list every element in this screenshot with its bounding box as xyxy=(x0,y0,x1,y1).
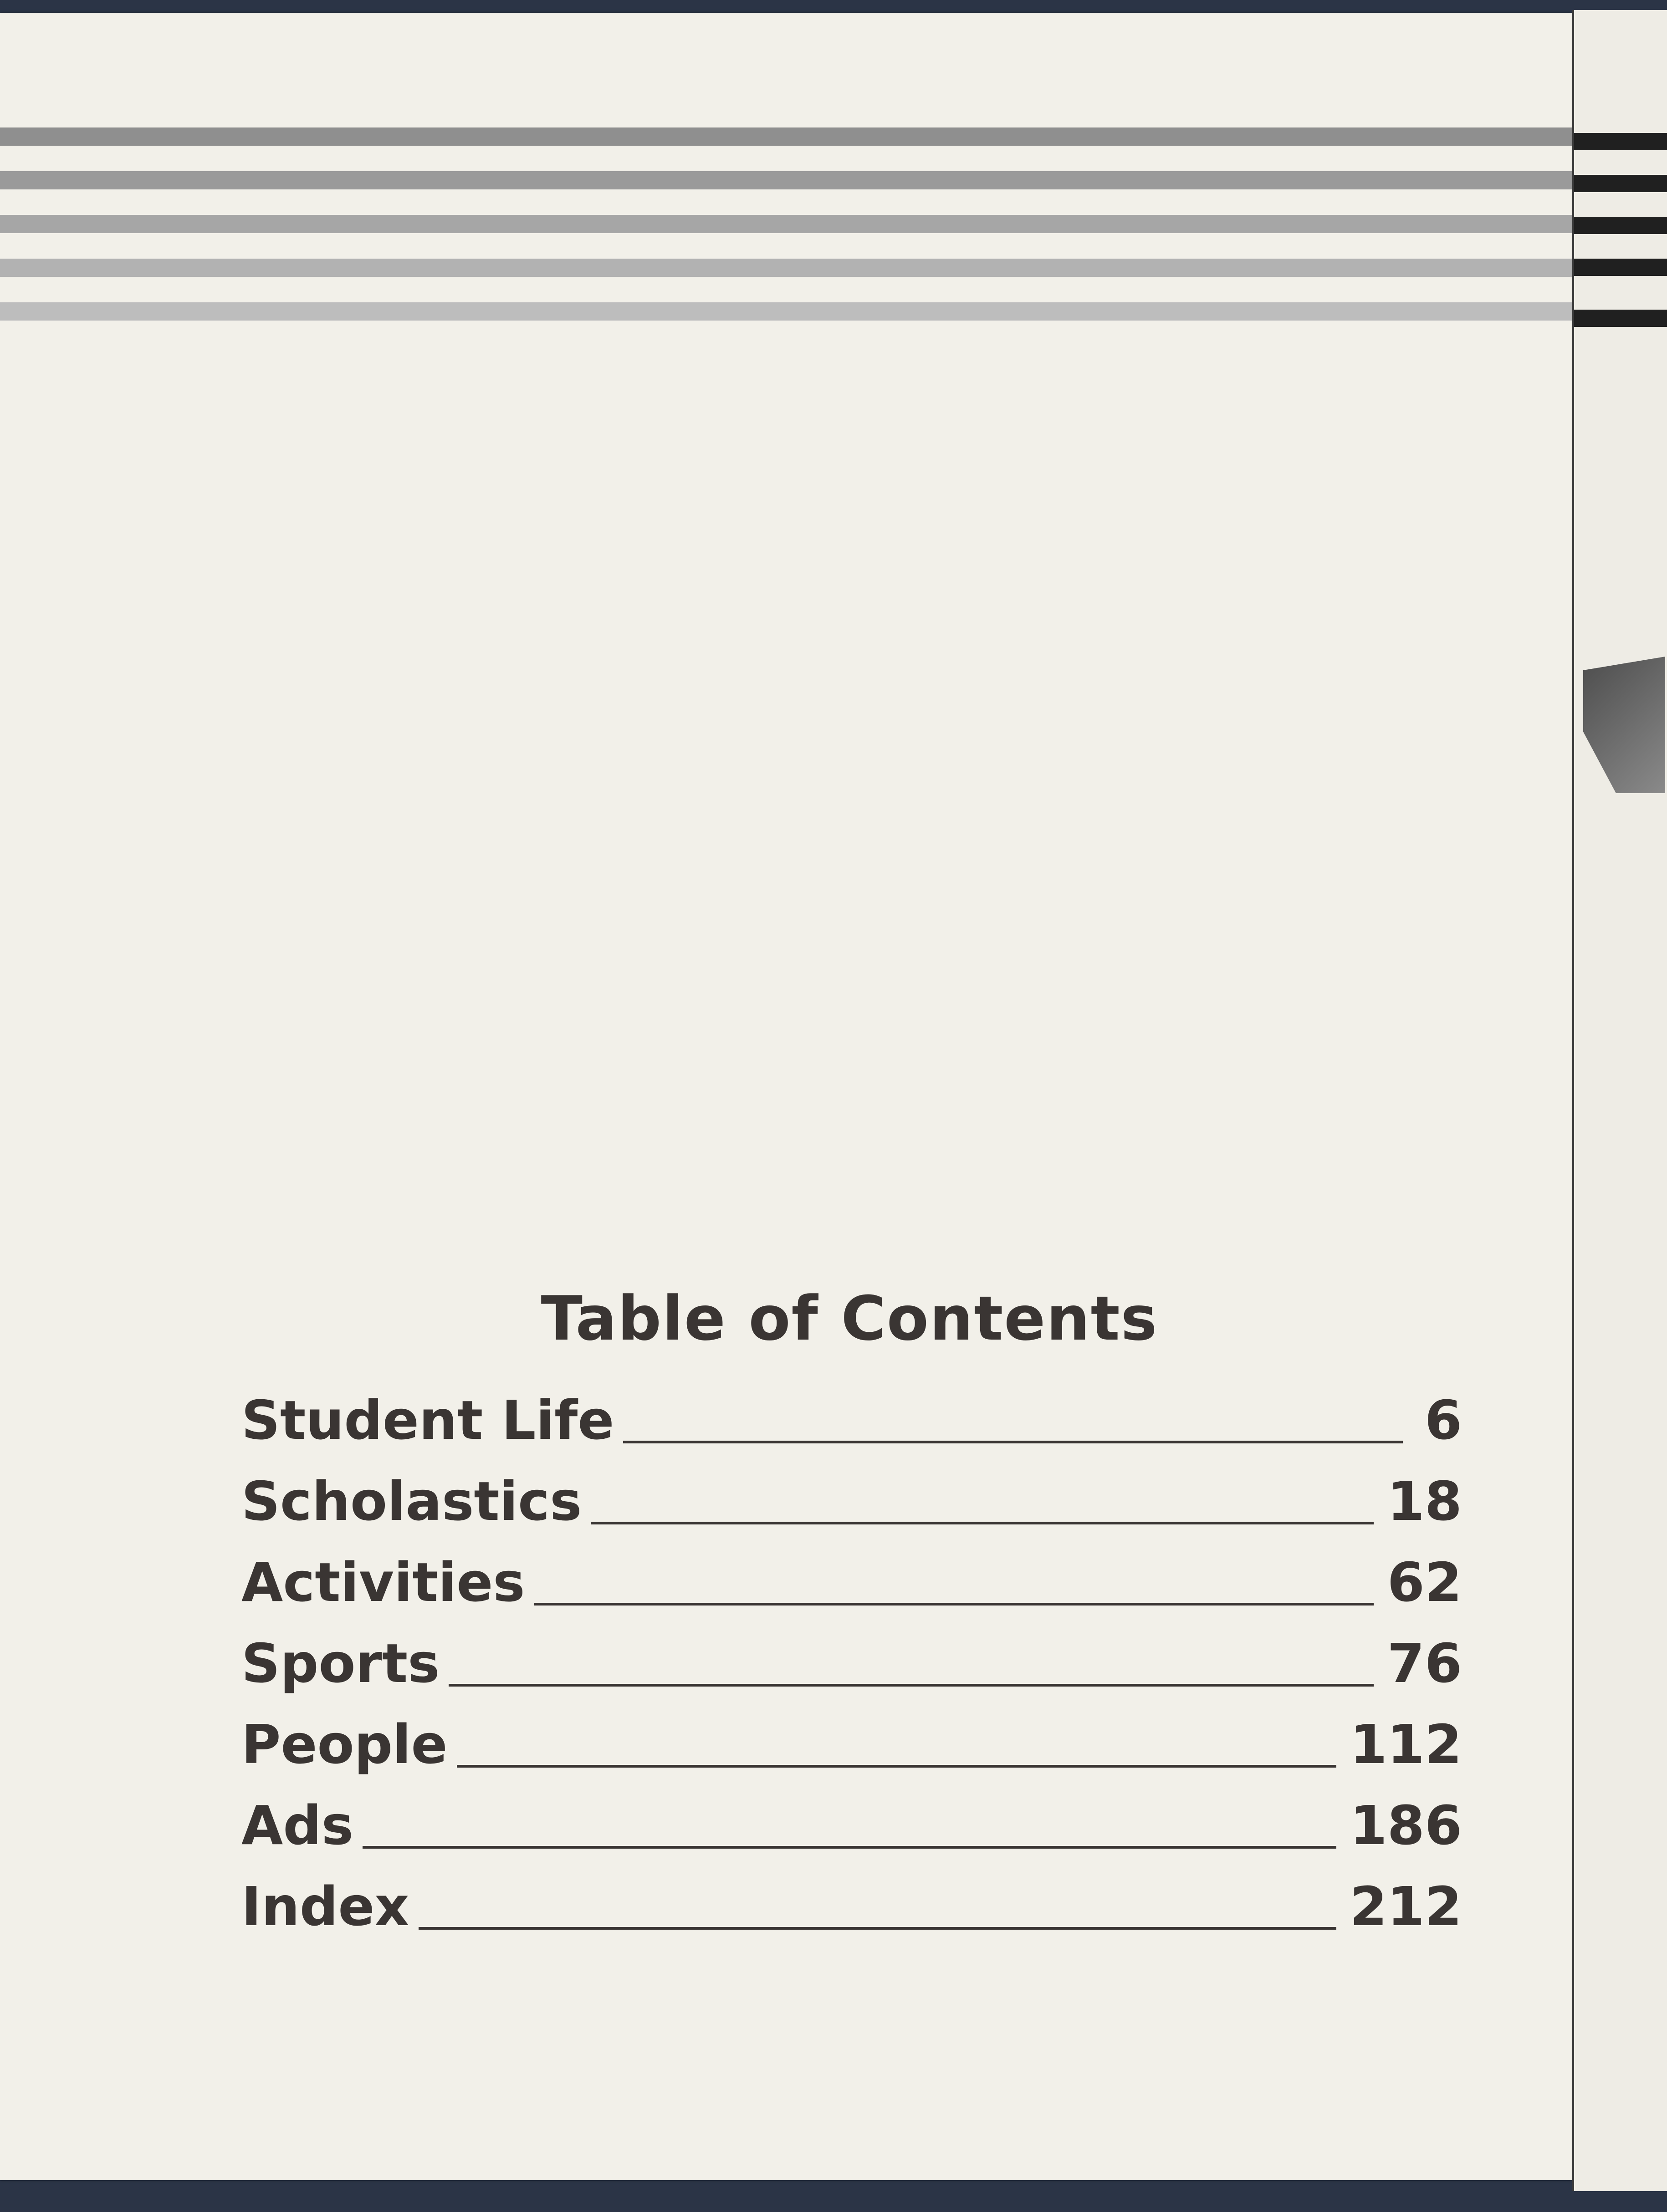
table-of-contents xyxy=(0,13,1572,2180)
decorative-stripe xyxy=(1574,133,1667,150)
toc-entry-page: 112 xyxy=(1350,1713,1462,1776)
toc-entry-label: Activities xyxy=(241,1551,525,1614)
toc-leader-line xyxy=(449,1684,1373,1687)
decorative-stripe xyxy=(1574,259,1667,276)
decorative-shape xyxy=(1583,657,1665,793)
toc-entry-page: 212 xyxy=(1350,1875,1462,1938)
toc-entry xyxy=(241,1865,1462,1938)
toc-leader-line xyxy=(419,1927,1336,1930)
adjacent-page-edge xyxy=(1572,10,1667,2191)
toc-leader-line xyxy=(534,1603,1374,1605)
toc-leader-line xyxy=(363,1846,1336,1849)
toc-entry-label: Scholastics xyxy=(241,1470,582,1533)
toc-entry-label: Ads xyxy=(241,1794,354,1857)
decorative-stripe xyxy=(1574,175,1667,192)
toc-entry-page: 76 xyxy=(1387,1632,1462,1695)
toc-entry-label: People xyxy=(241,1713,448,1776)
toc-entry xyxy=(241,1460,1462,1533)
toc-entry-page: 18 xyxy=(1387,1470,1462,1533)
toc-entry xyxy=(241,1622,1462,1695)
toc-entry xyxy=(241,1703,1462,1776)
decorative-stripe xyxy=(1574,310,1667,327)
toc-entry-page: 62 xyxy=(1387,1551,1462,1614)
toc-leader-line xyxy=(623,1441,1403,1443)
toc-entry xyxy=(241,1784,1462,1857)
toc-leader-line xyxy=(591,1522,1373,1524)
toc-entry-page: 186 xyxy=(1350,1794,1462,1857)
page-title: Table of Contents xyxy=(541,1283,1158,1354)
toc-leader-line xyxy=(457,1765,1336,1768)
toc-entry-label: Student Life xyxy=(241,1389,614,1452)
toc-entry-label: Index xyxy=(241,1875,409,1938)
toc-entry xyxy=(241,1379,1462,1452)
toc-entry-label: Sports xyxy=(241,1632,440,1695)
document-page xyxy=(0,13,1572,2180)
decorative-stripe xyxy=(1574,217,1667,234)
toc-entry xyxy=(241,1541,1462,1614)
toc-entry-page: 6 xyxy=(1424,1389,1462,1452)
